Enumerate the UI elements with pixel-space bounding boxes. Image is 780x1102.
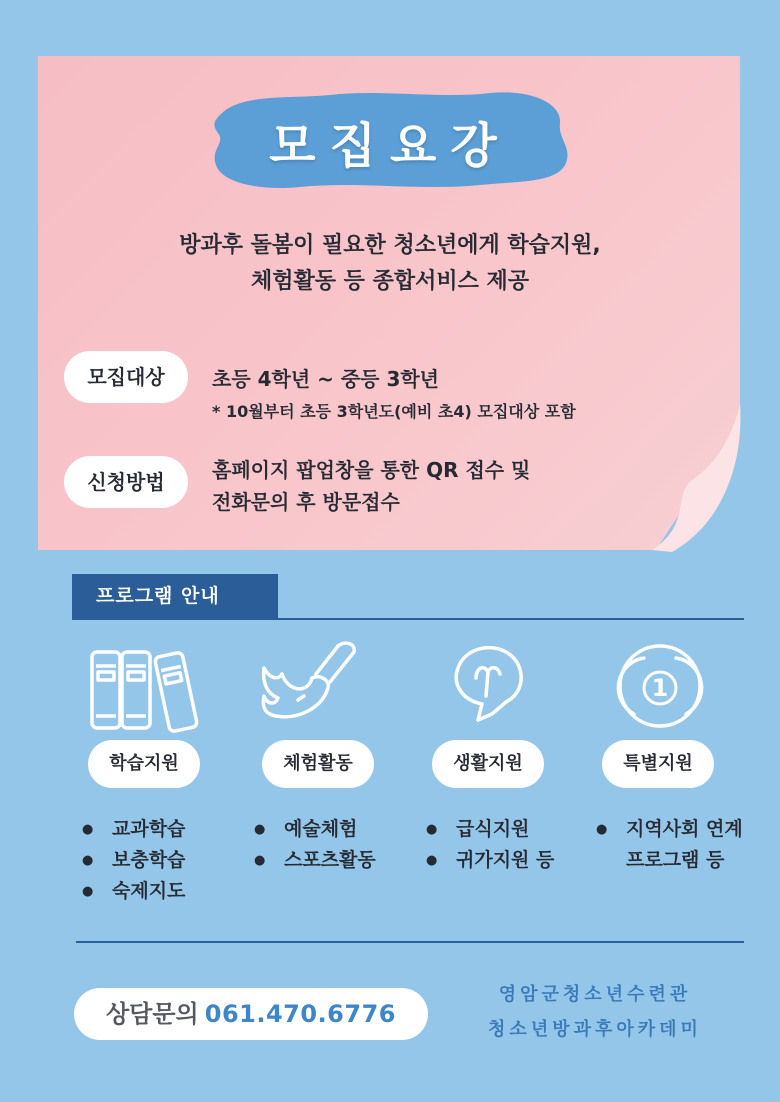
list-special (596, 814, 743, 876)
label-special: 특별지원 (602, 740, 714, 788)
list-learning (82, 814, 185, 907)
medal-icon (600, 638, 720, 734)
page-title: 모집요강 (269, 118, 511, 174)
page-curl (652, 404, 748, 554)
label-experience: 체험활동 (262, 740, 374, 788)
list-item: ● 귀가지원 등 (426, 845, 554, 876)
bottom-divider (76, 941, 744, 943)
list-item: ● 급식지원 (426, 814, 554, 845)
apply-label-pill: 신청방법 (64, 456, 188, 508)
intro-line-1: 방과후 돌봄이 필요한 청소년에게 학습지원, (179, 233, 601, 258)
list-item: 프로그램 등 (626, 849, 725, 871)
apply-line-2: 전화문의 후 방문접수 (212, 490, 400, 514)
contact-pill (74, 988, 428, 1040)
org-program: 청소년방과후아카데미 (488, 1019, 702, 1040)
label-learning: 학습지원 (88, 740, 200, 788)
contact-phone[interactable]: 061.470.6776 (204, 1000, 396, 1028)
intro-line-2: 체험활동 등 종합서비스 제공 (250, 269, 529, 294)
lightbulb-icon (432, 638, 552, 734)
recruit-text: 초등 4학년 ~ 중등 3학년 (212, 367, 440, 391)
title-block (200, 85, 580, 195)
recruit-note: * 10월부터 초등 3학년도(예비 초4) 모집대상 포함 (212, 402, 576, 421)
paintbrush-icon (258, 638, 378, 734)
list-item: ● 보충학습 (82, 845, 185, 876)
list-experience (254, 814, 376, 876)
apply-line-1: 홈페이지 팝업창을 통한 QR 접수 및 (212, 458, 531, 482)
svg-text:1: 1 (651, 674, 669, 702)
list-item: ● 스포츠활동 (254, 845, 376, 876)
contact-label: 상담문의 (106, 1000, 199, 1028)
recruit-label-pill: 모집대상 (64, 351, 188, 403)
list-life (426, 814, 554, 876)
program-heading: 프로그램 안내 (72, 574, 278, 618)
label-life: 생활지원 (432, 740, 544, 788)
org-name: 영암군청소년수련관 (498, 984, 692, 1005)
list-item: ● 숙제지도 (82, 876, 185, 907)
books-icon (84, 638, 204, 734)
intro-text (100, 228, 680, 300)
list-item: ● 지역사회 연계 (596, 814, 743, 845)
section-divider (72, 618, 744, 620)
list-item: ● 예술체험 (254, 814, 376, 845)
list-item: ● 교과학습 (82, 814, 185, 845)
